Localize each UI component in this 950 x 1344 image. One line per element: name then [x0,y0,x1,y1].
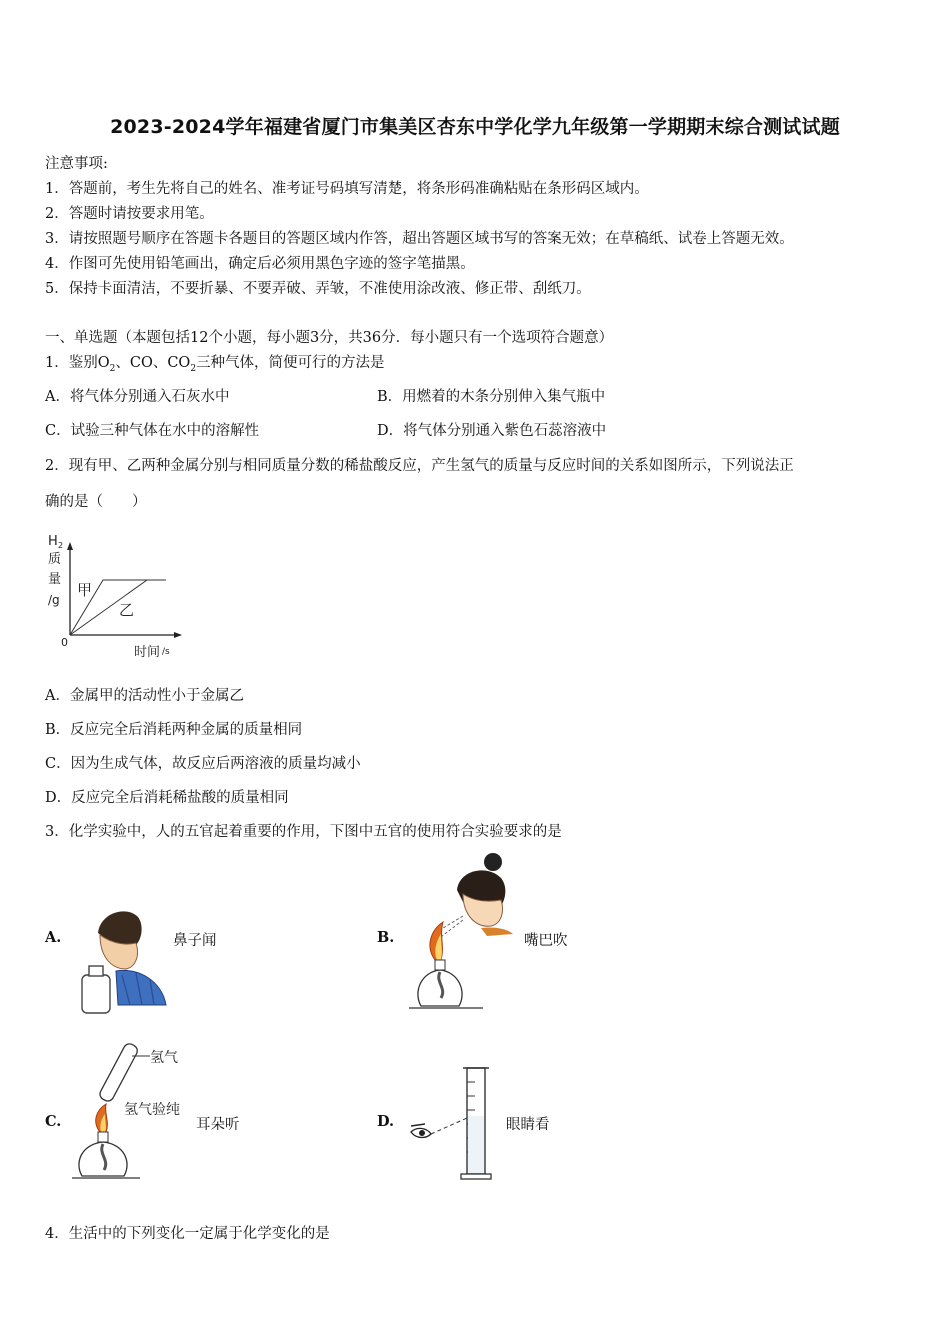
question-2-stem-cont: 确的是（ ） [45,494,147,510]
notice-item: 2．答题时请按要求用笔。 [45,206,214,222]
x-axis-arrow [174,632,182,638]
hair-bun-icon [484,853,502,871]
label-hydrogen: 氢气 [150,1050,178,1066]
option-c: C．试验三种气体在水中的溶解性 [45,423,260,439]
option-d: D．反应完全后消耗稀盐酸的质量相同 [45,790,289,806]
smell-illustration [78,905,170,1015]
origin-label: 0 [61,636,68,649]
subscript: 2 [109,363,116,374]
option-c: C．因为生成气体，故反应后两溶液的质量均减小 [45,756,361,772]
eyebrow-icon [411,1124,425,1126]
liquid-icon [468,1116,484,1173]
option-b-letter: B. [377,929,395,946]
option-d: D．将气体分别通入紫色石蕊溶液中 [377,423,607,439]
option-b-text: 嘴巴吹 [524,933,568,949]
option-c-text: 耳朵听 [196,1117,240,1133]
option-a: A．金属甲的活动性小于金属乙 [45,688,244,704]
sightline [431,1118,467,1134]
lamp-neck-icon [98,1132,108,1142]
x-label: 时间 [134,645,161,660]
notice-item: 4．作图可先使用铅笔画出，确定后必须用黑色字迹的签字笔描黑。 [45,256,475,272]
question-3-stem: 3．化学实验中，人的五官起着重要的作用，下图中五官的使用符合实验要求的是 [45,824,562,840]
y-label: 质 [48,552,62,567]
y-label: 量 [48,572,62,587]
bottle-neck-icon [89,966,103,976]
notice-heading: 注意事项: [45,156,108,172]
hydrogen-time-graph [40,528,190,663]
stem-part: 、CO、CO [115,355,191,371]
subscript: 2 [190,363,197,374]
page-title: 2023-2024学年福建省厦门市集美区杏东中学化学九年级第一学期期末综合测试试题 [110,116,840,138]
option-a-text: 鼻子闻 [173,933,217,949]
series-label-yi: 乙 [119,601,135,619]
y-label: H [48,534,58,549]
notice-item: 3．请按照题号顺序在答题卡各题目的答题区域内作答，超出答题区域书写的答案无效；在草稿纸、试卷上答题无效。 [45,231,794,247]
x-unit: /s [162,647,170,657]
stem-part: 三种气体，简便可行的方法是 [196,355,385,371]
question-2-stem: 2．现有甲、乙两种金属分别与相同质量分数的稀盐酸反应，产生氢气的质量与反应时间的关系如图所示，下列说法正 [45,458,794,474]
series-label-jia: 甲 [77,581,93,599]
listen-illustration [70,1042,195,1182]
pupil-icon [419,1130,425,1136]
y-label-subscript: 2 [58,541,64,550]
section-heading: 一、单选题（本题包括12个小题，每小题3分，共36分．每小题只有一个选项符合题意） [45,330,614,346]
label-hydrogen-test: 氢气验纯 [124,1102,180,1118]
bottle-icon [82,975,110,1013]
blow-illustration [405,848,520,1013]
option-a: A．将气体分别通入石灰水中 [45,389,230,405]
option-d-text: 眼睛看 [506,1117,550,1133]
question-1-stem [45,351,385,374]
test-tube-icon [98,1042,139,1103]
option-d-letter: D. [377,1113,395,1130]
notice-item: 1．答题前，考生先将自己的姓名、准考证号码填写清楚，将条形码准确粘贴在条形码区域内。 [45,181,649,197]
cylinder-base-icon [461,1174,491,1179]
collar-icon [481,927,513,936]
option-c-letter: C. [45,1113,62,1130]
lamp-neck-icon [435,960,445,970]
stem-part: 1．鉴别O [45,355,110,371]
question-4-stem: 4．生活中的下列变化一定属于化学变化的是 [45,1226,330,1242]
option-a-letter: A. [45,929,62,946]
y-label: /g [48,593,60,607]
option-b: B．反应完全后消耗两种金属的质量相同 [45,722,303,738]
notice-item: 5．保持卡面清洁，不要折暴、不要弄破、弄皱，不准使用涂改液、修正带、刮纸刀。 [45,281,591,297]
look-illustration [405,1062,505,1186]
y-axis-arrow [67,542,73,550]
option-b: B．用燃着的木条分别伸入集气瓶中 [377,389,606,405]
